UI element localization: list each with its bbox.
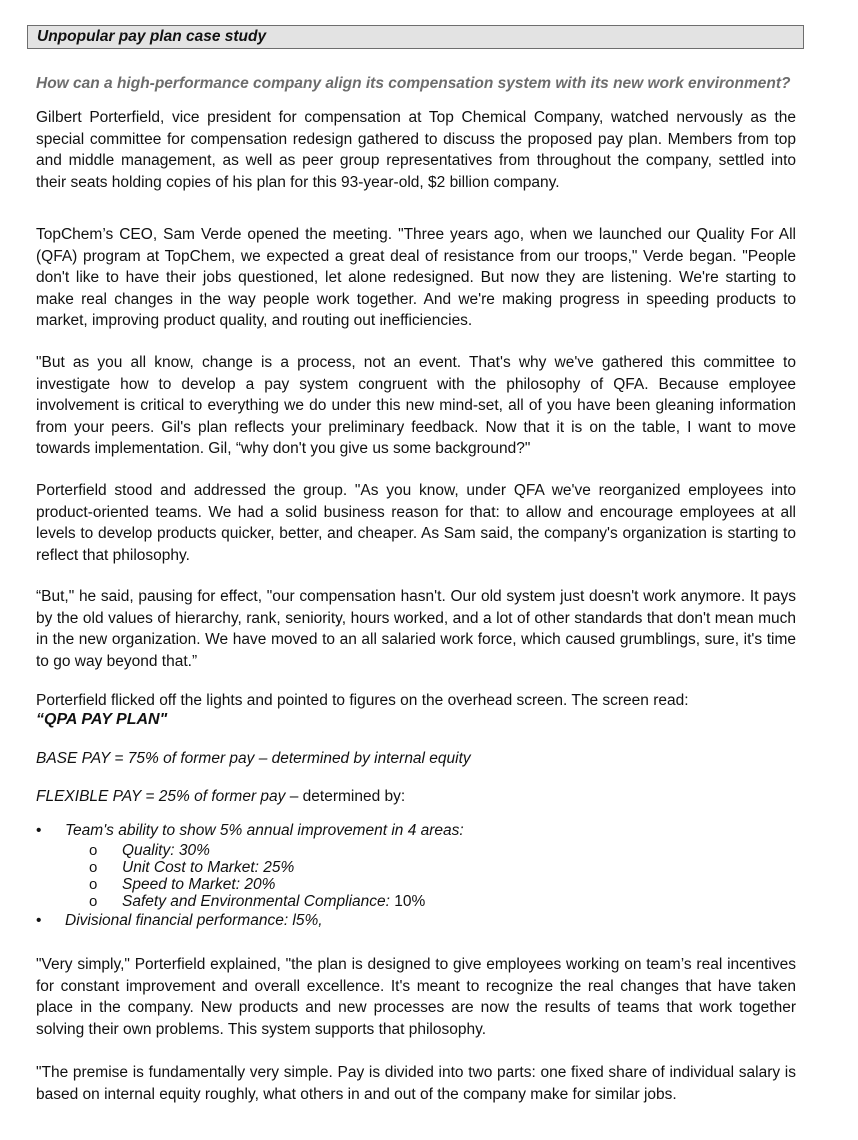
flexible-pay-suffix: – determined by: <box>285 788 406 805</box>
base-pay-line: BASE PAY = 75% of former pay – determined by internal equity <box>36 750 471 767</box>
bullet-icon: • <box>36 912 42 929</box>
case-study-subtitle: How can a high-performance company align its compensation system with its new work environment? <box>36 75 791 92</box>
flexible-pay-line <box>36 788 405 806</box>
paragraph-porterfield-background: Porterfield stood and addressed the group. "As you know, under QFA we've reorganized employees into product-oriented teams. We had a solid business reason for that: to allow and encourage employees at all levels to develop products quicker, better, and cheaper. As Sam said, the company's organization is starting to reflect that philosophy. <box>36 482 796 564</box>
area-safety-label: Safety and Environmental Compliance: <box>122 893 390 910</box>
paragraph-compensation-hasnt: “But," he said, pausing for effect, "our compensation hasn't. Our old system just doesn't work anymore. It pays by the old values of hierarchy, rank, seniority, hours worked, and a lot of other standards that don't mean much in the new organization. We have moved to an all salaried work force, which caused grumblings, sure, it's time to go way beyond that.” <box>36 588 796 670</box>
paragraph-change-process: "But as you all know, change is a process, not an event. That's why we've gathered this committee to investigate how to develop a pay system congruent with the philosophy of QFA. Because employee involvement is critical to everything we do under this new mind-set, all of you have been gleaning information from your peers. Gil's plan reflects your preliminary feedback. Now that it is on the table, I want to move towards implementation. Gil, “why don't you give us some background?" <box>36 354 796 457</box>
area-safety <box>122 893 425 911</box>
sub-bullet-icon: o <box>89 842 98 859</box>
sub-bullet-icon: o <box>89 893 98 910</box>
paragraph-ceo-opening: TopChem’s CEO, Sam Verde opened the meeting. "Three years ago, when we launched our Quality For All (QFA) program at TopChem, we expected a great deal of resistance from our troops," Verde began. "People don't like to have their jobs questioned, let alone redesigned. But now they are listening. We're starting to make real changes in the way people work together. And we're making progress in speeding products to market, improving product quality, and routing out inefficiencies. <box>36 226 796 329</box>
sub-bullet-icon: o <box>89 876 98 893</box>
paragraph-overhead-screen: Porterfield flicked off the lights and pointed to figures on the overhead screen. The screen read: <box>36 692 689 709</box>
area-quality: Quality: 30% <box>122 842 210 859</box>
plan-title: “QPA PAY PLAN" <box>36 711 168 728</box>
paragraph-intro: Gilbert Porterfield, vice president for compensation at Top Chemical Company, watched nervously as the special committee for compensation redesign gathered to discuss the proposed pay plan. Members from top and middle management, as well as peer group representatives from throughout the company, settled into their seats holding copies of his plan for this 93-year-old, $2 billion company. <box>36 109 796 191</box>
sub-bullet-icon: o <box>89 859 98 876</box>
area-safety-value: 10% <box>389 893 426 910</box>
paragraph-very-simply: "Very simply," Porterfield explained, "the plan is designed to give employees working on team’s real incentives for constant improvement and overall excellence. It's meant to recognize the real changes that have taken place in the company. New products and new processes are now the results of teams that work together solving their own problems. This system supports that philosophy. <box>36 956 796 1038</box>
flexible-pay-label: FLEXIBLE PAY = 25% of former pay <box>36 788 286 805</box>
bullet-icon: • <box>36 822 42 839</box>
area-speed: Speed to Market: 20% <box>122 876 276 893</box>
area-unit-cost: Unit Cost to Market: 25% <box>122 859 295 876</box>
paragraph-premise: "The premise is fundamentally very simple. Pay is divided into two parts: one fixed share of individual salary is based on internal equity roughly, what others in and out of the company make for similar jobs. <box>36 1064 796 1103</box>
team-ability-text: Team's ability to show 5% annual improvement in 4 areas: <box>65 822 464 839</box>
case-study-title: Unpopular pay plan case study <box>27 25 804 49</box>
divisional-performance-text: Divisional financial performance: l5%, <box>65 912 323 929</box>
